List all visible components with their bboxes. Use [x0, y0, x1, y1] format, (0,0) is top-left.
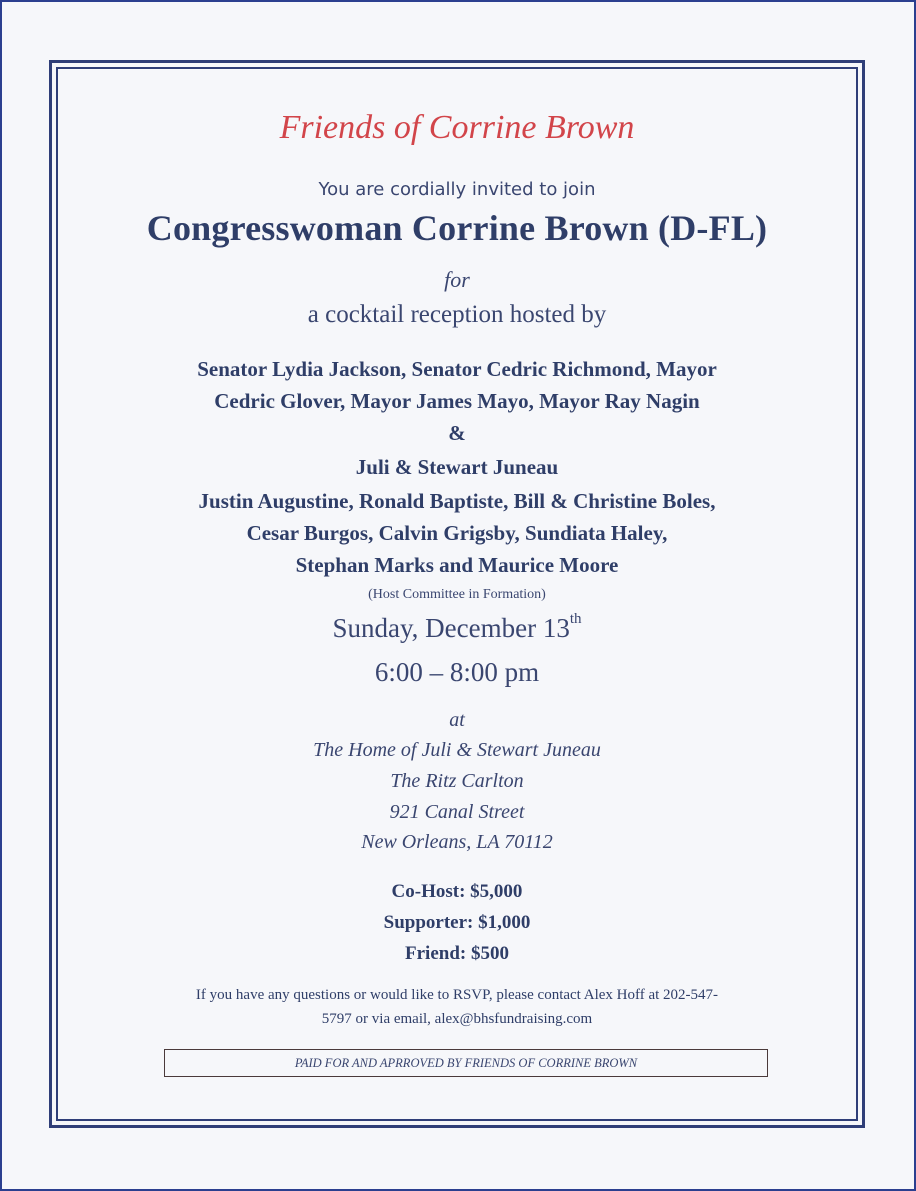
contribution-level: Friend: $500: [405, 943, 509, 964]
venue-line: New Orleans, LA 70112: [361, 831, 553, 853]
host-line: Justin Augustine, Ronald Baptiste, Bill & Christine Boles,: [198, 489, 716, 513]
venue-line: The Home of Juli & Stewart Juneau: [313, 739, 601, 761]
host-committee-note: (Host Committee in Formation): [368, 587, 546, 602]
host-line: Cesar Burgos, Calvin Grigsby, Sundiata Haley,: [246, 521, 668, 545]
inner-border: [56, 67, 858, 1121]
venue-line: The Ritz Carlton: [390, 770, 524, 792]
event-time: 6:00 – 8:00 pm: [374, 657, 540, 687]
contribution-level: Co-Host: $5,000: [391, 881, 523, 902]
host-line: Senator Lydia Jackson, Senator Cedric Richmond, Mayor: [197, 357, 717, 381]
guest-of-honor: Congresswoman Corrine Brown (D-FL): [146, 208, 768, 248]
host-line: Stephan Marks and Maurice Moore: [295, 553, 619, 577]
for-text: for: [444, 267, 470, 292]
host-line: Cedric Glover, Mayor James Mayo, Mayor Ray Nagin: [214, 389, 700, 413]
host-line: &: [448, 421, 466, 445]
event-date-text: Sunday, December 13: [332, 613, 570, 643]
contact-info: 5797 or via email, alex@bhsfundraising.com: [321, 1011, 593, 1027]
outer-border: [49, 60, 865, 1128]
invitation-content: [58, 69, 856, 1119]
venue-line: 921 Canal Street: [389, 801, 525, 823]
organization-title: Friends of Corrine Brown: [279, 109, 635, 146]
date-ordinal-suffix: th: [569, 611, 582, 627]
contribution-level: Supporter: $1,000: [383, 912, 531, 933]
invitation-intro: You are cordially invited to join: [318, 179, 596, 200]
event-date: [58, 613, 856, 644]
host-line: Juli & Stewart Juneau: [355, 455, 559, 479]
paid-for-disclaimer: PAID FOR AND APRROVED BY FRIENDS OF CORRINE BROWN: [164, 1049, 768, 1077]
contact-info: If you have any questions or would like to RSVP, please contact Alex Hoff at 202-547-: [195, 987, 719, 1003]
event-type: a cocktail reception hosted by: [307, 301, 607, 328]
at-text: at: [449, 709, 465, 731]
